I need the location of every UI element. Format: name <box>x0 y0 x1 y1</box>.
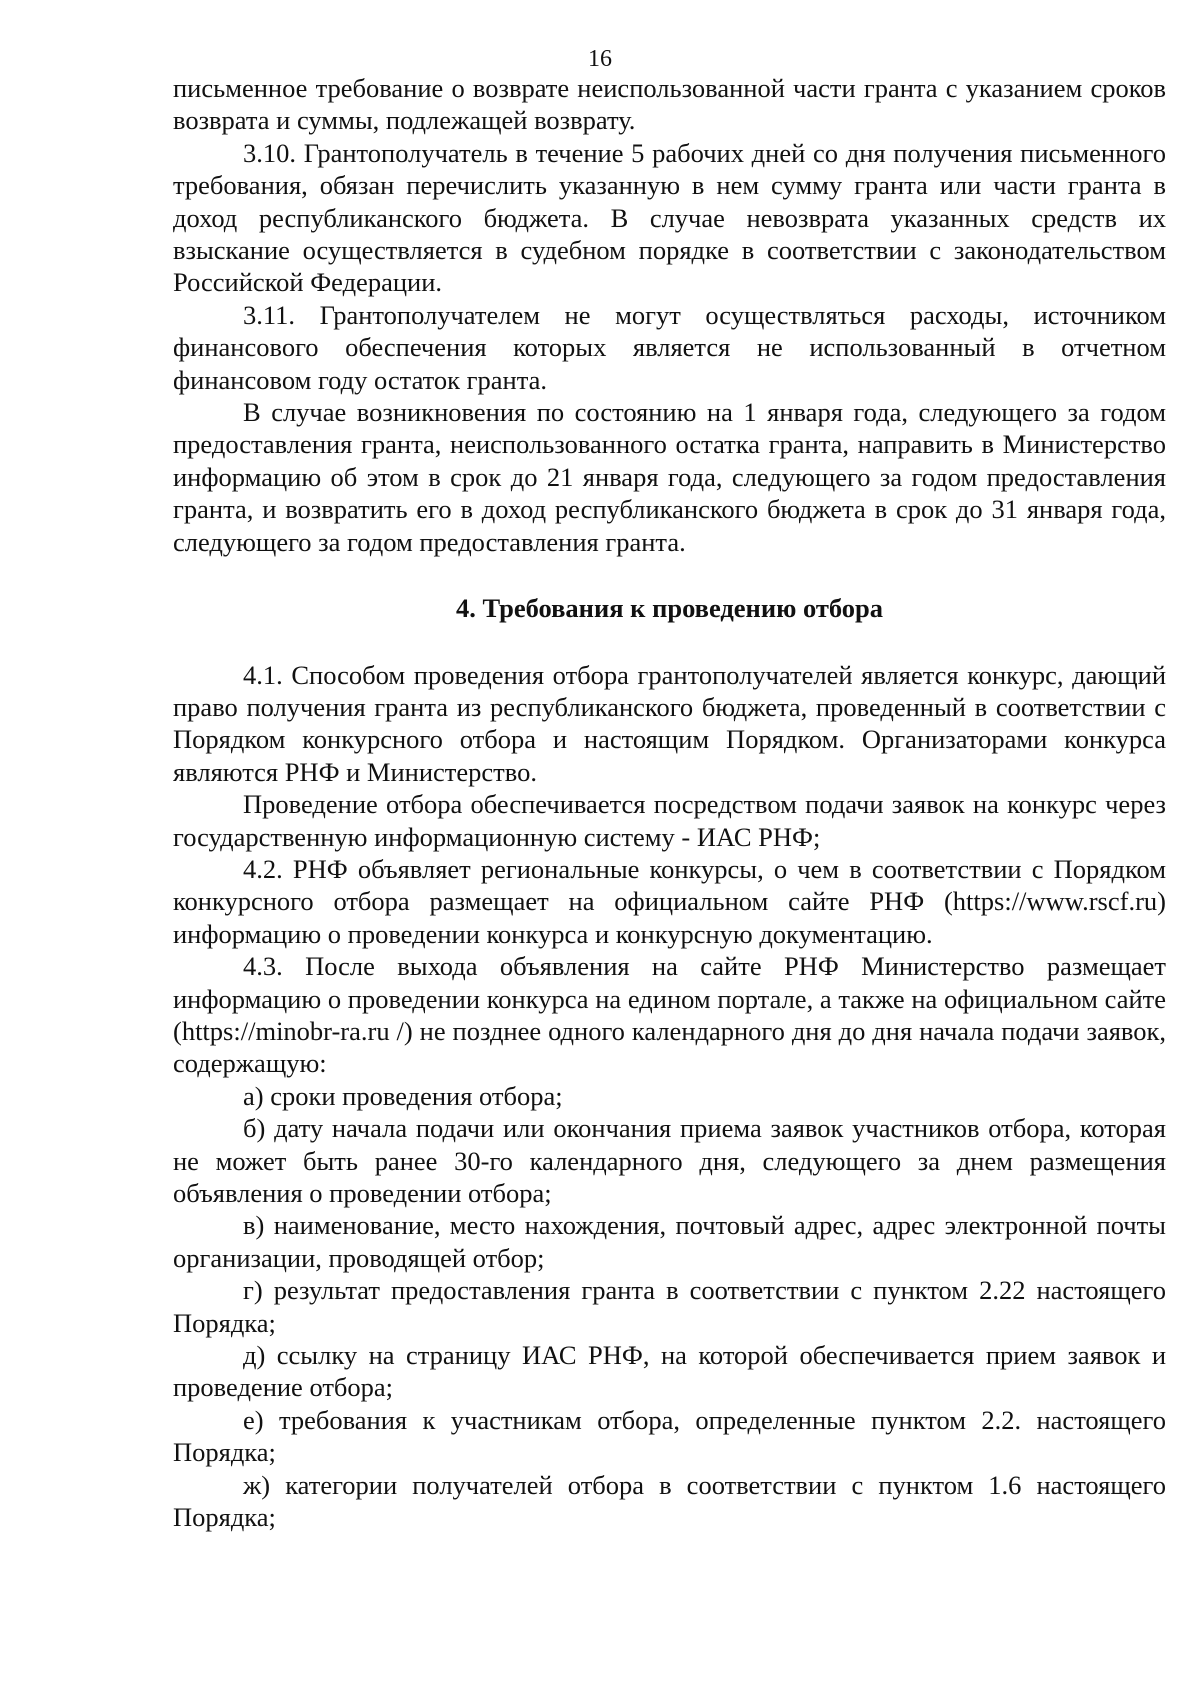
list-item-v: в) наименование, место нахождения, почтовый адрес, адрес электронной почты организации, проводящей отбор; <box>173 1210 1166 1273</box>
list-item-e: е) требования к участникам отбора, определенные пунктом 2.2. настоящего Порядка; <box>173 1404 1166 1468</box>
list-item-zh: ж) категории получателей отбора в соответствии с пунктом 1.6 настоящего Порядка; <box>173 1469 1166 1533</box>
paragraph-4-2: 4.2. РНФ объявляет региональные конкурсы, о чем в соответствии с Порядком конкурсного отбора размещает на официальном сайте РНФ (https://www.rscf.ru) информацию о проведении конкурса и конкурсную документацию. <box>173 853 1166 949</box>
paragraph-3-10: 3.10. Грантополучатель в течение 5 рабочих дней со дня получения письменного требования, обязан перечислить указанную в нем сумму гранта или части гранта в доход республиканского бюджета. В случае невозврата указанных средств их взыскание осуществляется в судебном порядке в соответствии с законодательством Российской Федерации. <box>173 137 1166 298</box>
paragraph-3-11: 3.11. Грантополучателем не могут осуществляться расходы, источником финансового обеспечения которых является не использованный в отчетном финансовом году остаток гранта. <box>173 299 1166 395</box>
paragraph-4-3: 4.3. После выхода объявления на сайте РНФ Министерство размещает информацию о проведении конкурса на едином портале, а также на официальном сайте (https://minobr-ra.ru /) не позднее одного календарного дня до дня начала подачи заявок, содержащую: <box>173 951 1166 1079</box>
page-number: 16 <box>588 46 612 72</box>
document-body <box>173 72 1166 1533</box>
paragraph-application-submission: Проведение отбора обеспечивается посредством подачи заявок на конкурс через государственную информационную систему - ИАС РНФ; <box>173 789 1166 852</box>
paragraph-unused-balance: В случае возникновения по состоянию на 1 января года, следующего за годом предоставления гранта, неиспользованного остатка гранта, направить в Министерство информацию об этом в срок до 21 января года, следующего за годом предоставления гранта, и возвратить его в доход республиканского бюджета в срок до 31 января года, следующего за годом предоставления гранта. <box>173 397 1166 557</box>
list-item-a: а) сроки проведения отбора; <box>243 1080 563 1111</box>
list-item-g: г) результат предоставления гранта в соответствии с пунктом 2.22 настоящего Порядка; <box>173 1275 1166 1338</box>
paragraph-4-1: 4.1. Способом проведения отбора грантополучателей является конкурс, дающий право получения гранта из республиканского бюджета, проведенный в соответствии с Порядком конкурсного отбора и настоящим Порядком. Организаторами конкурса являются РНФ и Министерство. <box>173 659 1166 787</box>
list-item-b: б) дату начала подачи или окончания приема заявок участников отбора, которая не может быть ранее 30-го календарного дня, следующего за днем размещения объявления о проведении отбора; <box>173 1113 1166 1208</box>
section-heading-4: 4. Требования к проведению отбора <box>455 593 884 624</box>
list-item-d: д) ссылку на страницу ИАС РНФ, на которой обеспечивается прием заявок и проведение отбора; <box>173 1340 1166 1403</box>
paragraph-return-requirement-continued: письменное требование о возврате неиспользованной части гранта с указанием сроков возврата и суммы, подлежащей возврату. <box>173 73 1166 136</box>
